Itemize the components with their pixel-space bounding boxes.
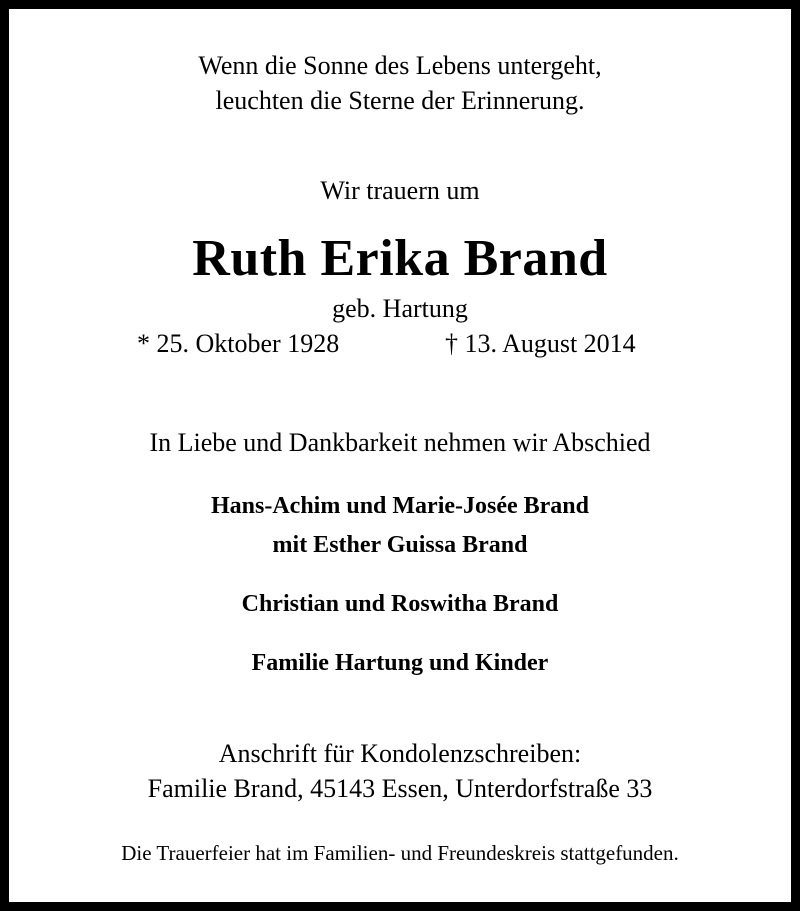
mourner-line: Christian und Roswitha Brand (241, 591, 559, 617)
birth-name: geb. Hartung (332, 294, 468, 323)
mourner-line: Hans-Achim und Marie-Josée Brand (211, 493, 589, 519)
quote-line-1: Wenn die Sonne des Lebens untergeht, (198, 51, 602, 80)
death-date: † 13. August 2014 (445, 329, 636, 358)
mourner-line: mit Esther Guissa Brand (272, 532, 528, 558)
quote-line-2: leuchten die Sterne der Erinnerung. (215, 86, 585, 115)
mourning-intro: Wir trauern um (320, 176, 480, 205)
mourner-line: Familie Hartung und Kinder (251, 650, 549, 676)
birth-date: * 25. Oktober 1928 (137, 329, 340, 358)
address-label: Anschrift für Kondolenzschreiben: (218, 739, 582, 768)
life-dates (0, 331, 800, 363)
ceremony-note: Die Trauerfeier hat im Familien- und Freundeskreis stattgefunden. (121, 841, 679, 865)
deceased-name: Ruth Erika Brand (192, 230, 608, 287)
farewell-line: In Liebe und Dankbarkeit nehmen wir Abschied (149, 428, 651, 457)
condolence-address: Familie Brand, 45143 Essen, Unterdorfstraße 33 (147, 774, 653, 803)
